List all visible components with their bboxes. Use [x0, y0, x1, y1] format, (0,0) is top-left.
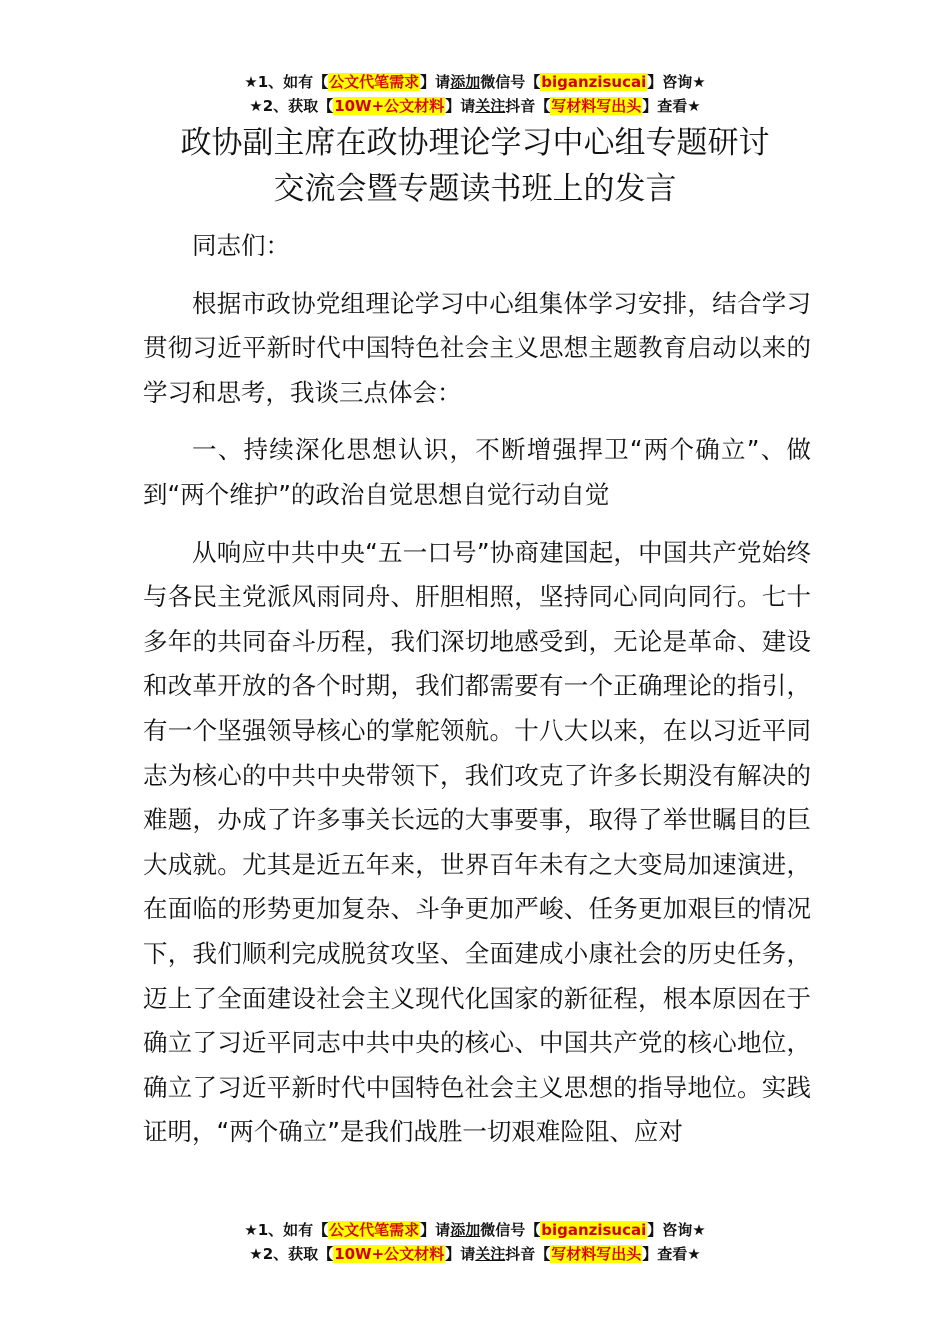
intro-paragraph: 根据市政协党组理论学习中心组集体学习安排，结合学习贯彻习近平新时代中国特色社会主义思想主题教育启动以来的学习和思考，我谈三点体会：: [143, 288, 811, 407]
title-line-2: 交流会暨专题读书班上的发言: [273, 171, 677, 207]
ad-highlight: 10W+公文材料: [334, 1245, 445, 1263]
ad-highlight: 10W+公文材料: [334, 97, 445, 115]
ad-highlight: biganzisucai: [541, 73, 647, 91]
ad-underline: 添加: [450, 73, 481, 91]
ad-text: 】请: [420, 73, 451, 91]
ad-text: 】请: [420, 1221, 451, 1239]
ad-underline: 关注: [475, 97, 506, 115]
ad-underline: 添加: [450, 1221, 481, 1239]
ad-text: 微信号【: [480, 1221, 541, 1239]
header-ad: [0, 70, 950, 118]
ad-highlight: 公文代笔需求: [329, 1221, 420, 1239]
ad-underline: 关注: [475, 1245, 506, 1263]
ad-text: 微信号【: [480, 73, 541, 91]
header-ad-line-1: [0, 70, 950, 94]
footer-ad-line-2: [0, 1242, 950, 1266]
section-heading: 一、持续深化思想认识，不断增强捍卫“两个确立”、做到“两个维护”的政治自觉思想自觉行动自觉: [143, 435, 811, 509]
ad-highlight: biganzisucai: [541, 1221, 647, 1239]
ad-text: 】查看★: [642, 1245, 701, 1263]
ad-text: 】请: [445, 1245, 476, 1263]
document-title: [0, 120, 950, 212]
ad-text: ★2、获取【: [249, 1245, 334, 1263]
ad-highlight: 公文代笔需求: [329, 73, 420, 91]
ad-text: 】咨询★: [647, 73, 706, 91]
footer-ad: [0, 1218, 950, 1266]
ad-highlight: 写材料写出头: [551, 97, 642, 115]
ad-highlight: 写材料写出头: [551, 1245, 642, 1263]
ad-text: ★1、如有【: [244, 73, 329, 91]
ad-text: 抖音【: [505, 1245, 551, 1263]
salutation: 同志们：: [192, 231, 290, 260]
body-paragraph: 从响应中共中央“五一口号”协商建国起，中国共产党始终与各民主党派风雨同舟、肝胆相照，坚持同心同向同行。七十多年的共同奋斗历程，我们深切地感受到，无论是革命、建设和改革开放的各个时期，我们都需要有一个正确理论的指引，有一个坚强领导核心的掌舵领航。十八大以来，在以习近平同志为核心的中共中央带领下，我们攻克了许多长期没有解决的难题，办成了许多事关长远的大事要事，取得了举世瞩目的巨大成就。尤其是近五年来，世界百年未有之大变局加速演进，在面临的形势更加复杂、斗争更加严峻、任务更加艰巨的情况下，我们顺利完成脱贫攻坚、全面建成小康社会的历史任务，迈上了全面建设社会主义现代化国家的新征程，根本原因在于确立了习近平同志中共中央的核心、中国共产党的核心地位，确立了习近平新时代中国特色社会主义思想的指导地位。实践证明，“两个确立”是我们战胜一切艰难险阻、应对: [143, 537, 811, 1147]
ad-text: 抖音【: [505, 97, 551, 115]
ad-text: 】请: [445, 97, 476, 115]
ad-text: ★2、获取【: [249, 97, 334, 115]
ad-text: 】咨询★: [647, 1221, 706, 1239]
header-ad-line-2: [0, 94, 950, 118]
footer-ad-line-1: [0, 1218, 950, 1242]
ad-text: ★1、如有【: [244, 1221, 329, 1239]
document-body: [143, 224, 811, 1168]
title-line-1: 政协副主席在政协理论学习中心组专题研讨: [180, 125, 770, 161]
ad-text: 】查看★: [642, 97, 701, 115]
